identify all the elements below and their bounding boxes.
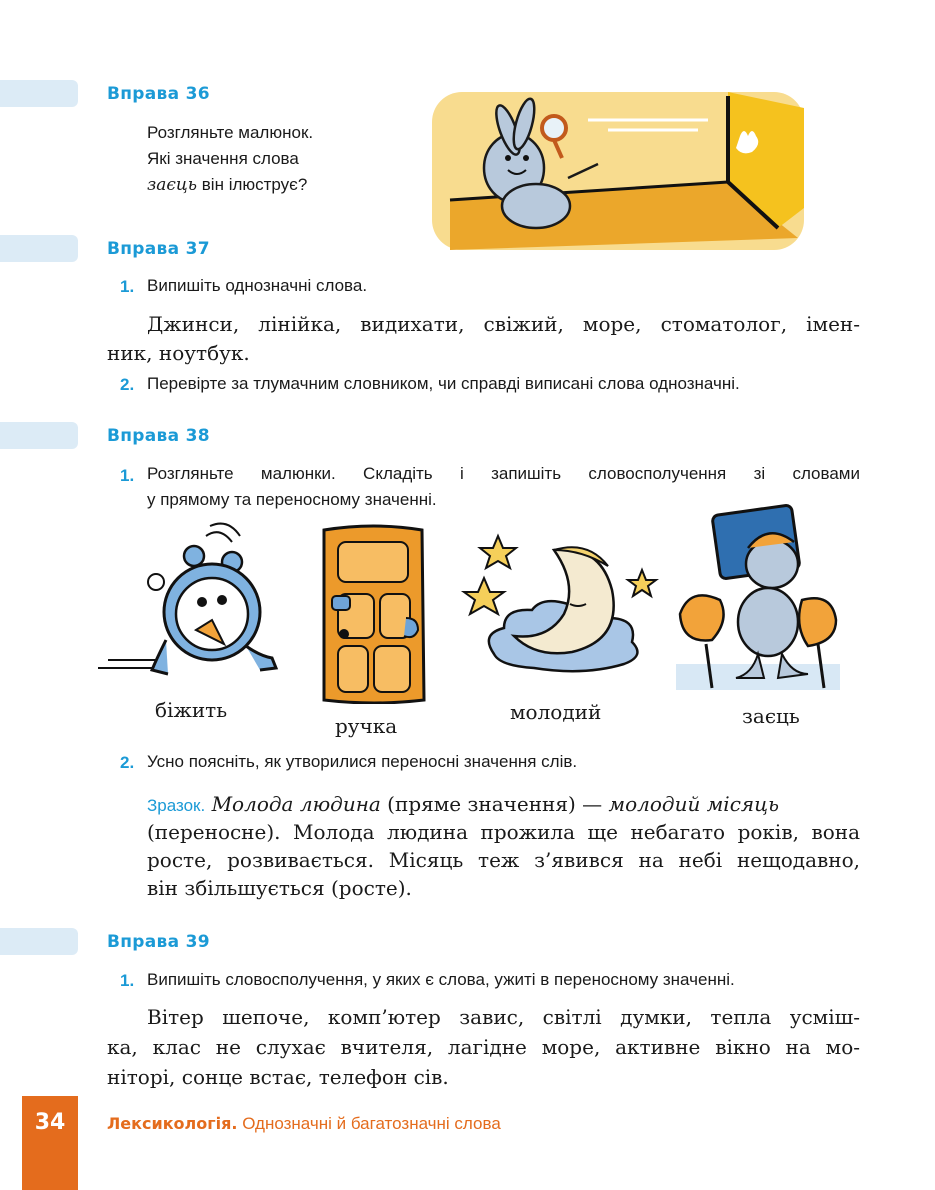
sample-line2: (переносне). Молода людина прожила ще небагато років, вона [147,820,860,844]
ex37-words-line1: Джинси, лінійка, видихати, свіжий, море, стоматолог, імен- [147,312,860,336]
ex37-task1-text: Випишіть однозначні слова. [147,276,368,295]
footer-topic: Однозначні й багатозначні слова [242,1114,501,1133]
sample-line4: він збільшується (росте). [147,876,412,900]
ex37-task2-number: 2. [120,375,135,394]
word-zayets: заєць [147,175,198,195]
ex39-task1-number: 1. [120,971,135,990]
ex39-task1-text: Випишіть словосполучення, у яких є слова, ужиті в переносному значенні. [147,970,735,989]
ex39-text-line3: ніторі, сонце встає, телефон сів. [107,1065,449,1089]
running-clock-illustration [96,520,290,680]
ex38-task1-number: 1. [120,466,135,485]
sample-italic-2: молодий місяць [608,792,779,816]
ex39-text-line2: ка, клас не слухає вчителя, лагідне море, активне вікно на мо- [107,1035,860,1059]
caption-young: молодий [510,700,602,724]
sample-label: Зразок. [147,796,206,815]
page-number: 34 [34,1110,66,1135]
exercise-36-line3 [147,172,313,198]
exercise-36-title: Вправа 36 [107,84,210,104]
moon-illustration [458,520,664,690]
section-tab-38 [0,422,78,449]
sample-mid: (пряме значення) — [380,792,609,816]
footer-running-head [107,1114,501,1134]
exercise-38-title: Вправа 38 [107,426,210,446]
exercise-36-line3-rest: він ілюструє? [197,175,308,194]
sample-italic-1: Молода людина [211,792,381,816]
exercise-37-title: Вправа 37 [107,239,210,259]
exercise-36-text [147,120,313,198]
exercise-36-line2: Які значення слова [147,149,299,168]
ex37-words-line2: ник, ноутбук. [107,341,250,365]
ex38-task2-text: Усно поясніть, як утворилися переносні значення слів. [147,752,578,771]
bunny-mirror-illustration [428,88,806,254]
footer-section: Лексикологія. [107,1114,238,1133]
door-handle-illustration [316,522,428,704]
exercise-39-title: Вправа 39 [107,932,210,952]
ex37-task2-text: Перевірте за тлумачним словником, чи справді виписані слова однозначні. [147,374,740,393]
ex39-text-line1: Вітер шепоче, комп’ютер завис, світлі думки, тепла усміш- [147,1005,860,1029]
section-tab-37 [0,235,78,262]
ex38-task1-line2: у прямому та переносному значенні. [147,490,437,509]
ex37-task1-number: 1. [120,277,135,296]
caption-running: біжить [155,698,228,722]
ex38-task1-line1: Розгляньте малюнки. Складіть і запишіть словосполучення зі словами [147,464,860,483]
ex38-task2-number: 2. [120,753,135,772]
section-tab-36 [0,80,78,107]
caption-hare: заєць [742,704,800,728]
bunny-chair-illustration [676,504,840,692]
sample-line3: росте, розвивається. Місяць теж з’явився на небі нещодавно, [147,848,860,872]
section-tab-39 [0,928,78,955]
exercise-36-line1: Розгляньте малюнок. [147,123,314,142]
caption-handle: ручка [335,714,398,738]
